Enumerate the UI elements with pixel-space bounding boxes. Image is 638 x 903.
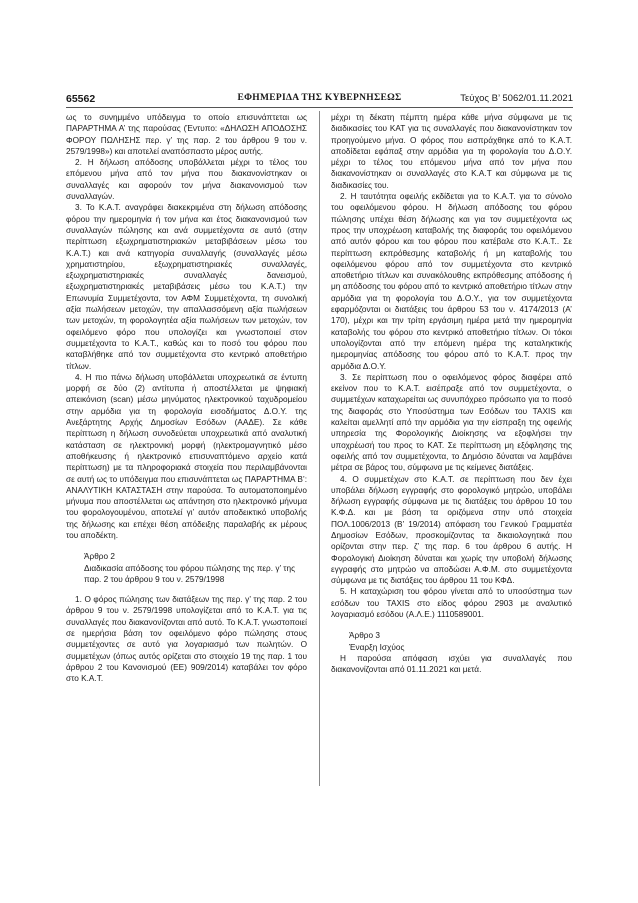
paragraph: 5. Η καταχώριση του φόρου γίνεται από το υποσύστημα των εσόδων του TAXIS στο είδος φόρου 2903 με αναλυτικό λογαριασμό εσόδου (Α.Λ.Ε.) 1110589001. (331, 587, 572, 620)
paragraph: 4. Η πιο πάνω δήλωση υποβάλλεται υποχρεωτικά σε έντυπη μορφή σε δύο (2) αντίτυπα ή αποστέλλεται με ψηφιακή απεικόνιση (scan) μέσω μηνύματος ηλεκτρονικού ταχυδρομείου στην αρμόδια για τη φορολογία εισοδήματος Δ.Ο.Υ. της Ανεξάρτητης Αρχής Δημοσίων Εσόδων (ΑΑΔΕ). Σε κάθε περίπτωση η δήλωση συνοδεύεται υποχρεωτικά από αναλυτική κατάσταση σε ηλεκτρονική μορφή (ηλεκτρομαγνητικό μέσο αποθήκευσης ή ηλεκτρονικό επισυναπτόμενο αρχείο κατά περίπτωση) με τα πληροφοριακά στοιχεία που περιλαμβάνονται σε αυτή ως το υπόδειγμα που επισυνάπτεται ως ΠΑΡΑΡΤΗΜΑ Β’: ΑΝΑΛΥΤΙΚΗ ΚΑΤΑΣΤΑΣΗ στην παρούσα. Το αυτοματοποιημένο μήνυμα που αποστέλλεται ως απάντηση στο ηλεκτρονικό μήνυμα του φορολογουμένου, αποτελεί γι’ αυτόν αποδεικτικό υποβολής της δήλωσης και επέχει θέση απόδειξης παραλαβής εκ μέρους του αποδέκτη. (66, 372, 307, 540)
right-column (331, 112, 572, 676)
paragraph: 2. Η ταυτότητα οφειλής εκδίδεται για το Κ.Α.Τ. για το σύνολο του οφειλόμενου φόρου. Η δήλωση απόδοσης του φόρου πώλησης υπέχει θέση δήλωσης και για τον συμμετέχοντα ως προς την υποχρέωση καταβολής της διαφοράς του οφειλόμενου από αυτόν φόρου και του φόρου που κατέβαλε στο Κ.Α.Τ.. Σε περίπτωση εκπρόθεσμης καταβολής ή μη καταβολής του οφειλόμενου φόρου από τον συμμετέχοντα στο κεντρικό αποθετήριο τίτλων και συνακόλουθης εκπρόθεσμης απόδοσης ή μη απόδοσης του φόρου από το κεντρικό αποθετήριο τίτλων στην αρμόδια για τη φορολογία του Δ.Ο.Υ., για τον συμμετέχοντα εφαρμόζονται οι διατάξεις του άρθρου 53 του ν. 4174/2013 (Α’ 170), μέχρι και την τρίτη εργάσιμη ημέρα μετά την ημερομηνία καταβολής του φόρου στο κεντρικό αποθετήριο τίτλων. Οι τόκοι υπολογίζονται από την επόμενη ημέρα της καταληκτικής ημερομηνίας απόδοσης του φόρου από το Κ.Α.Τ. προς την αρμόδια Δ.Ο.Υ. (331, 192, 572, 371)
paragraph: 3. Το Κ.Α.Τ. αναγράφει διακεκριμένα στη δήλωση απόδοσης φόρου την ημερομηνία ή τον μήνα και έτος διακανονισμού των συναλλαγών πώλησης και ανά συμμετέχοντα σε αυτό (στην περίπτωση εξωχρηματιστηριακών μεταβιβάσεων μέσω του Κ.Α.Τ.) και ανά κατηγορία συναλλαγής (συναλλαγές μέσω χρηματιστηρίου, εξωχρηματιστηριακές συναλλαγές, εξωχρηματιστηριακές συναλλαγές δανεισμού, εξωχρηματιστηριακές μεταβιβάσεις μέσω του Κ.Α.Τ.) την Επωνυμία Συμμετέχοντα, τον ΑΦΜ Συμμετέχοντα, τη συνολική αξία πωλήσεων μετοχών, την απαλλασσόμενη αξία πωλήσεων των μετοχών, τη φορολογητέα αξία πωλήσεων των μετοχών, τον οφειλόμενο φόρο που υπολογίζει και γνωστοποιεί στον συμμετέχοντα το Κ.Α.Τ., καθώς και το ποσό του φόρου που καταβλήθηκε από τον συμμετέχοντα στο κεντρικό αποθετήριο τίτλων. (66, 203, 307, 371)
paragraph: 2. Η δήλωση απόδοσης υποβάλλεται μέχρι το τέλος του επόμενου μήνα από τον μήνα που διακανονίστηκαν οι συναλλαγές και αφορούν τον μήνα διακανονισμού των συναλλαγών. (66, 158, 307, 202)
column-divider (319, 111, 320, 786)
article-title: Διαδικασία απόδοσης του φόρου πώλησης της περ. γ’ της παρ. 2 του άρθρου 9 του ν. 2579/1998 (84, 563, 296, 584)
article-number: Άρθρο 3 (349, 631, 380, 641)
article-title: Έναρξη Ισχύος (349, 642, 405, 652)
paragraph: 4. Ο συμμετέχων στο Κ.Α.Τ. σε περίπτωση που δεν έχει υποβάλει δήλωση εγγραφής στο φορολογικό μητρώο, υποβάλει δήλωση εγγραφής σύμφωνα με τις διατάξεις του άρθρου 10 του Κ.Φ.Δ. και με βάση τα οριζόμενα στην υπό στοιχεία ΠΟΛ.1006/2013 (Β’ 19/2014) απόφαση του Γενικού Γραμματέα Δημοσίων Εσόδων, προσκομίζοντας τα δικαιολογητικά που ορίζονται στην περ. ζ’ της παρ. 6 του άρθρου 6 αυτής. Η Φορολογική Διοίκηση δύναται και χωρίς την υποβολή δήλωσης εγγραφής στο μητρώο να αποδώσει Α.Φ.Μ. στο συμμετέχοντα σύμφωνα με τις διατάξεις του άρθρου 11 του ΚΦΔ. (331, 474, 572, 586)
issue-reference: Τεύχος B’ 5062/01.11.2021 (460, 93, 573, 104)
article-2-heading (84, 551, 307, 585)
paragraph: 3. Σε περίπτωση που ο οφειλόμενος φόρος διαφέρει από εκείνον που το Κ.Α.Τ. εισέπραξε από τον συμμετέχοντα, ο συμμετέχων καταχωρείται ως συνυπόχρεο πρόσωπο για το ποσό της διαφοράς στο Υποσύστημα των Εσόδων του TAXIS και καλείται αμελλητί από την αρμόδια για την είσπραξη της οφειλής υπηρεσία της Φορολογικής Διοίκησης να εξοφλήσει την υποχρέωσή του προς το ΚΑΤ. Σε περίπτωση μη εξόφλησης της οφειλής από τον συμμετέχοντα, το Δημόσιο δύναται να λαμβάνει μέτρα σε βάρος του, σύμφωνα με τις κείμενες διατάξεις. (331, 372, 572, 473)
article-3-heading (349, 630, 572, 653)
paragraph: 1. Ο φόρος πώλησης των διατάξεων της περ. γ’ της παρ. 2 του άρθρου 9 του ν. 2579/1998 υπολογίζεται από το Κ.Α.Τ. για τις συναλλαγές που διακανονίζονται από αυτό. Το Κ.Α.Τ. γνωστοποιεί σε ημερήσια βάση τον οφειλόμενο φόρο πώλησης στους συμμετέχοντες σε αυτό για λογαριασμό των πωλητών. Ο συμμετέχων (όπως αυτός ορίζεται στο στοιχείο 19 της παρ. 1 του άρθρου 2 του Κανονισμού (ΕΕ) 909/2014) καταβάλει τον φόρο στο Κ.Α.Τ. (66, 595, 307, 684)
page-number: 65562 (66, 93, 96, 105)
paragraph: ως το συνημμένο υπόδειγμα το οποίο επισυνάπτεται ως ΠΑΡΑΡΤΗΜΑ Α’ της παρούσας (Έντυπο: «ΔΗΛΩΣΗ ΑΠΟΔΟΣΗΣ ΦΟΡΟΥ ΠΩΛΗΣΗΣ περ. γ’ της παρ. 2 του άρθρου 9 του ν. 2579/1998») και αποτελεί αναπόσπαστο μέρος αυτής. (66, 113, 307, 156)
header-rule (66, 107, 573, 108)
article-number: Άρθρο 2 (84, 552, 115, 562)
paragraph: Η παρούσα απόφαση ισχύει για συναλλαγές που διακανονίζονται από 01.11.2021 και μετά. (331, 653, 572, 675)
left-column (66, 112, 307, 685)
paragraph: μέχρι τη δέκατη πέμπτη ημέρα κάθε μήνα σύμφωνα με τις διαδικασίες του ΚΑΤ για τις συναλλαγές που διακανονίστηκαν τον προηγούμενο μήνα. Ο φόρος που εισπράχθηκε από το Κ.Α.Τ. αποδίδεται εφάπαξ στην αρμόδια για τη φορολογία του Δ.Ο.Υ. μέχρι το τέλος του επόμενου μήνα από τον μήνα που διακανονίστηκαν οι συναλλαγές στο Κ.Α.Τ και σύμφωνα με τις διαδικασίες του. (331, 113, 572, 190)
gazette-title: ΕΦΗΜΕΡΙΔΑ ΤΗΣ ΚΥΒΕΡΝΗΣΕΩΣ (237, 93, 402, 103)
